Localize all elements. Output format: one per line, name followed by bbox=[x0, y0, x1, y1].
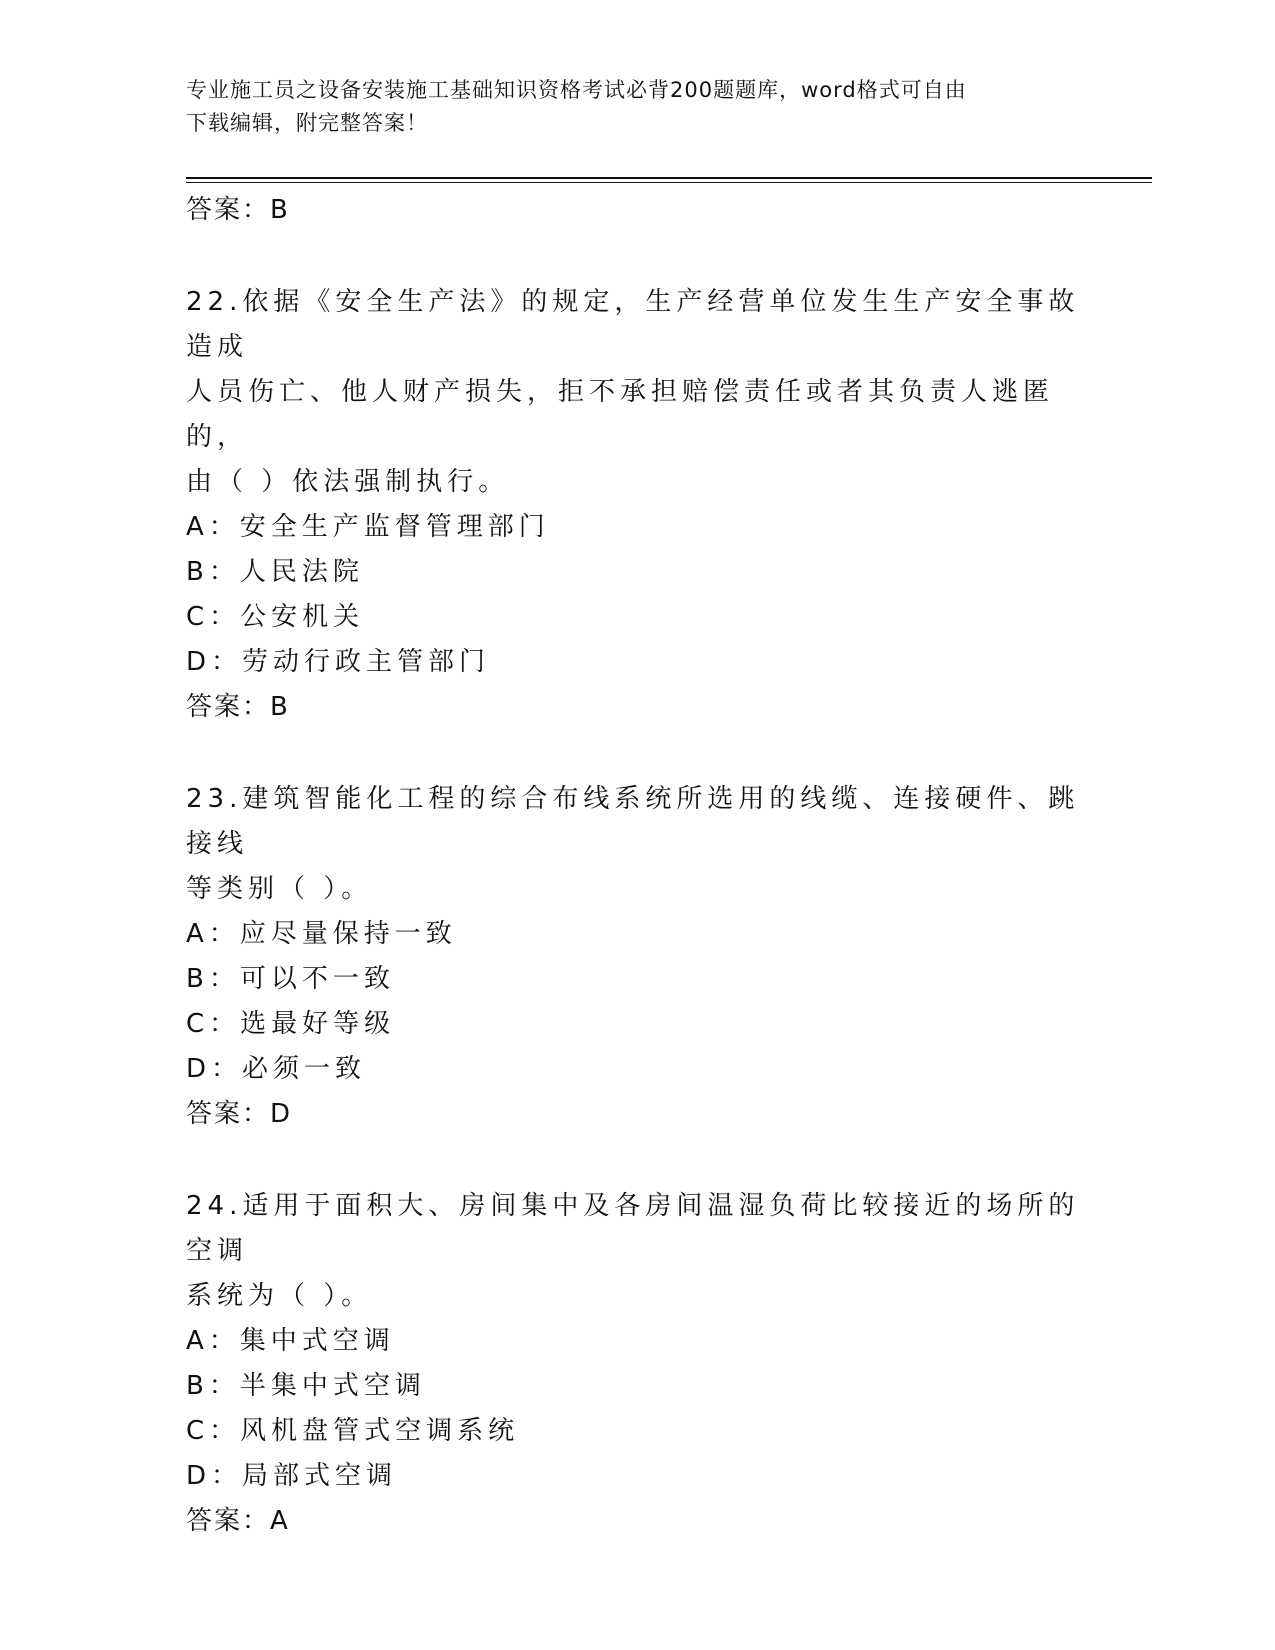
question-text-line: 系统为（ ）。 bbox=[186, 1281, 373, 1311]
option-b: B：可以不一致 bbox=[186, 964, 395, 994]
option-c: C：风机盘管式空调系统 bbox=[186, 1416, 520, 1446]
option-c: C：选最好等级 bbox=[186, 1009, 396, 1039]
answer: 答案：D bbox=[186, 1099, 293, 1129]
previous-question-answer: 答案：B bbox=[186, 195, 290, 225]
question-text-line: 23.建筑智能化工程的综合布线系统所选用的线缆、连接硬件、跳接线 bbox=[186, 784, 1080, 859]
header-divider-thin bbox=[186, 182, 1152, 183]
answer: 答案：B bbox=[186, 692, 290, 722]
question-list bbox=[186, 280, 1086, 1591]
header-line-2: 下载编辑，附完整答案！ bbox=[186, 111, 428, 135]
option-b: B：半集中式空调 bbox=[186, 1371, 426, 1401]
option-d: D：必须一致 bbox=[186, 1054, 367, 1084]
question-text-line: 由（ ）依法强制执行。 bbox=[186, 467, 510, 497]
option-c: C：公安机关 bbox=[186, 602, 365, 632]
option-a: A：集中式空调 bbox=[186, 1326, 395, 1356]
question-text-line: 等类别（ ）。 bbox=[186, 874, 373, 904]
option-b: B：人民法院 bbox=[186, 557, 364, 587]
option-a: A：安全生产监督管理部门 bbox=[186, 512, 550, 542]
option-a: A：应尽量保持一致 bbox=[186, 919, 457, 949]
question-24 bbox=[186, 1184, 1086, 1544]
header-line-1: 专业施工员之设备安装施工基础知识资格考试必背200题题库，word格式可自由 bbox=[186, 78, 967, 102]
option-d: D：劳动行政主管部门 bbox=[186, 647, 491, 677]
option-d: D：局部式空调 bbox=[186, 1461, 398, 1491]
document-header bbox=[186, 74, 1066, 140]
question-23 bbox=[186, 777, 1086, 1137]
question-text-line: 人员伤亡、他人财产损失，拒不承担赔偿责任或者其负责人逃匿的， bbox=[186, 377, 1055, 452]
question-text-line: 24.适用于面积大、房间集中及各房间温湿负荷比较接近的场所的空调 bbox=[186, 1191, 1080, 1266]
header-divider-thick bbox=[186, 177, 1152, 179]
answer: 答案：A bbox=[186, 1506, 290, 1536]
question-text-line: 22.依据《安全生产法》的规定，生产经营单位发生生产安全事故造成 bbox=[186, 287, 1080, 362]
question-22 bbox=[186, 280, 1086, 730]
